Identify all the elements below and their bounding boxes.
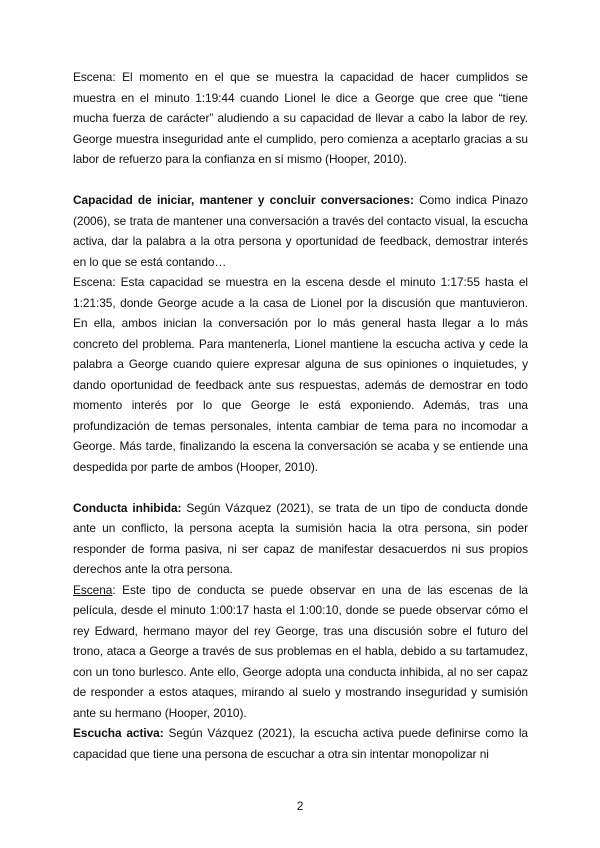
section-text-conversaciones: Como indica Pinazo (2006), se trata de mantener una conversación a través del contacto visual, la escucha activa, dar la palabra a la otra persona y oportunidad de feedback, demostrar interés en lo que se está contando…: [73, 193, 528, 269]
paragraph-escucha-activa: [73, 723, 528, 764]
paragraph-conducta-inhibida: [73, 498, 528, 580]
section-heading-conversaciones: Capacidad de iniciar, mantener y concluir conversaciones:: [73, 193, 414, 207]
paragraph-spacer: [73, 477, 528, 498]
section-heading-conducta-inhibida: Conducta inhibida:: [73, 500, 182, 515]
escena-text: : Este tipo de conducta se puede observar en una de las escenas de la película, desde el minuto 1:00:17 hasta el 1:00:10, donde se puede observar cómo el rey Edward, hermano mayor del rey George, tras una discusión sobre el futuro del trono, ataca a George a través de sus problemas en el habla, debido a su tartamudez, con un tono burlesco. Ante ello, George adopta una conducta inhibida, al no ser capaz de responder a estos ataques, mirando al suelo y mostrando inseguridad y sumisión ante su hermano (Hooper, 2010).: [73, 582, 528, 720]
section-text-conducta-inhibida: Según Vázquez (2021), se trata de un tipo de conducta donde ante un conflicto, la persona acepta la sumisión hacia la otra persona, sin poder responder de forma pasiva, ni ser capaz de manifestar desacuerdos ni sus propios derechos ante la otra persona.: [73, 500, 528, 576]
escena-label: Escena: [73, 582, 113, 597]
paragraph-spacer: [73, 170, 528, 191]
section-text-escucha-activa: Según Vázquez (2021), la escucha activa puede definirse como la capacidad que tiene una persona de escuchar a otra sin intentar monopolizar ni: [73, 726, 528, 761]
page-number: 2: [296, 799, 304, 813]
paragraph-capacidad-conversaciones: [73, 190, 528, 272]
document-body: [73, 67, 528, 764]
paragraph-hacer-cumplidos-escena: Escena: El momento en el que se muestra la capacidad de hacer cumplidos se muestra en el minuto 1:19:44 cuando Lionel le dice a George que cree que “tiene mucha fuerza de carácter” aludiendo a su capacidad de llevar a cabo la labor de rey. George muestra inseguridad ante el cumplido, pero comienza a aceptarlo gracias a su labor de refuerzo para la confianza en sí mismo (Hooper, 2010).: [73, 70, 528, 166]
paragraph-conversaciones-escena: Escena: Esta capacidad se muestra en la escena desde el minuto 1:17:55 hasta el 1:21:35, donde George acude a la casa de Lionel por la discusión que mantuvieron. En ella, ambos inician la conversación por lo más general hasta llegar a lo más concreto del problema. Para mantenerla, Lionel mantiene la escucha activa y cede la palabra a George cuando quiere expresar alguna de sus opiniones o inquietudes, y dando oportunidad de feedback ante sus respuestas, además de demostrar en todo momento interés por lo que George le está exponiendo. Además, tras una profundización de temas personales, intenta cambiar de tema para no incomodar a George. Más tarde, finalizando la escena la conversación se acaba y se entiende una despedida por parte de ambos (Hooper, 2010).: [73, 275, 528, 474]
section-heading-escucha-activa: Escucha activa:: [73, 726, 164, 740]
paragraph-conducta-inhibida-escena: [73, 580, 528, 724]
